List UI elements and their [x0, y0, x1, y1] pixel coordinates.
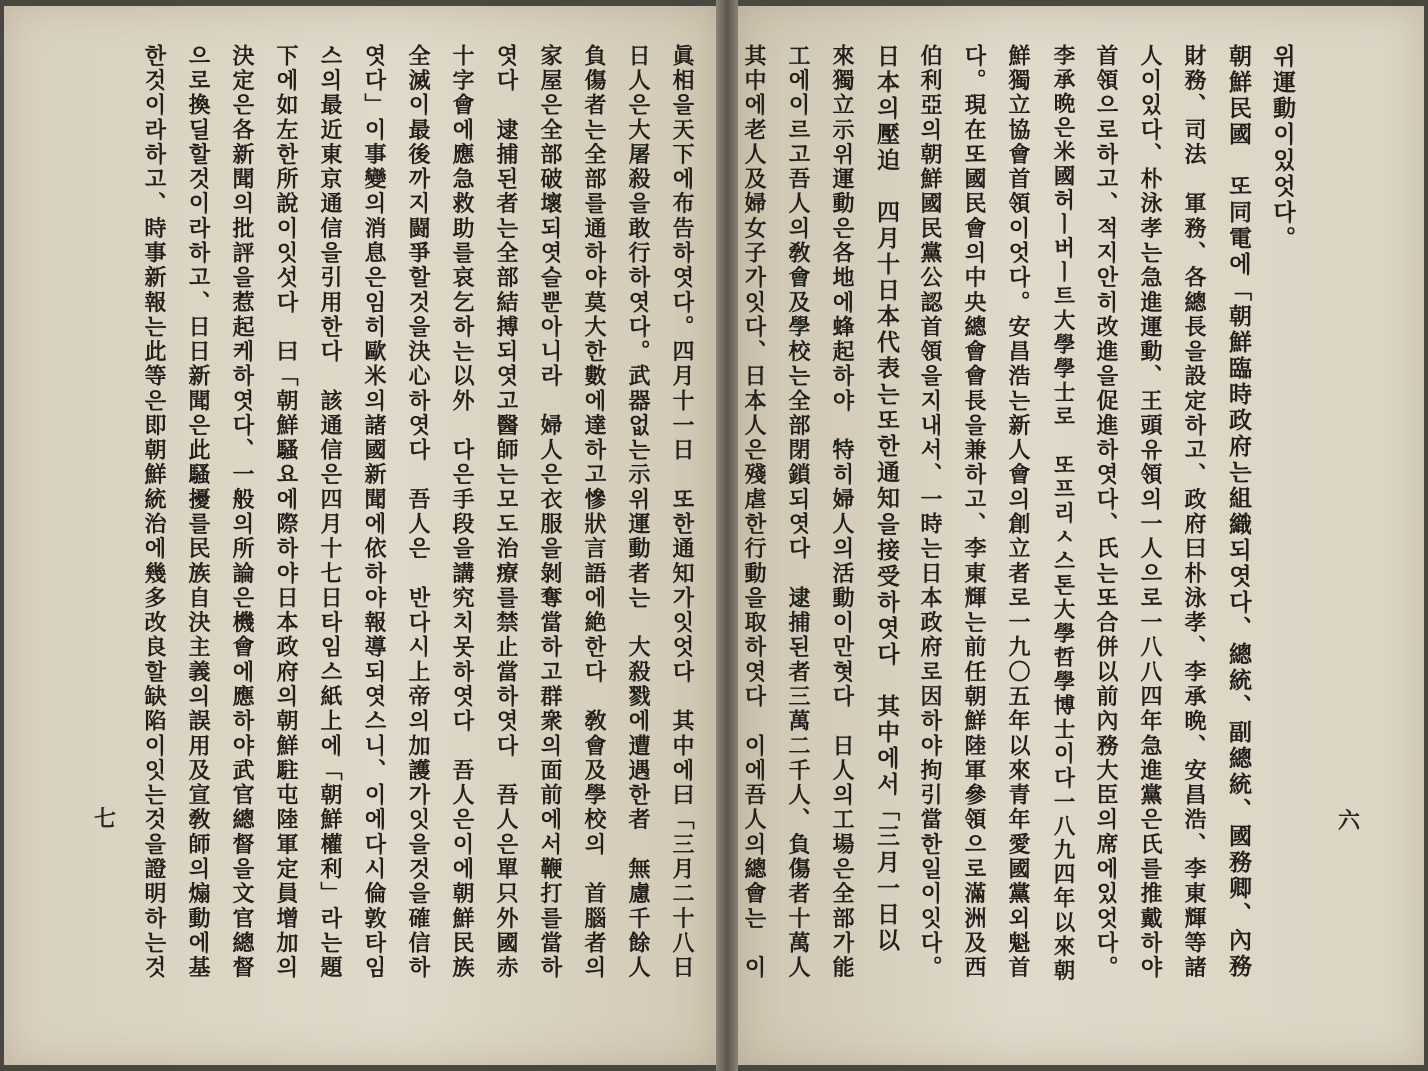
book-gutter — [716, 0, 738, 1071]
text-column: 朝鮮民國 또同電에「朝鮮臨時政府는組織되엿다、總統、副總統、國務卿、內務 — [1225, 44, 1252, 980]
text-column: 來獨立示위運動은各地에蜂起하야 特히婦人의活動이만혓다 日人의工場은全部가能 — [829, 44, 855, 981]
text-column: 其中에老人及婦女子가잇다、日本人은殘虐한行動을取하엿다 이에吾人의總會는 이 — [741, 44, 767, 981]
text-column: 眞相을天下에布告하엿다。四月十一日 또한通知가잇엇다 其中에曰「三月二十八日 — [669, 44, 695, 981]
right-page-text — [741, 44, 1304, 995]
text-column: 下에如左한所說이잇섯다 曰「朝鮮騷요에際하야日本政府의朝鮮駐屯陸軍定員增加의 — [273, 44, 299, 981]
text-column: 엿다 逮捕된者는全部結搏되엿고醫師는모도治療를禁止當하엿다 吾人은單只外國赤 — [493, 44, 519, 981]
text-column: 首領으로하고、적지안히改進을促進하엿다、氏는또合併以前內務大臣의席에있엇다。 — [1093, 44, 1119, 981]
text-column: 한것이라하고、時事新報는此等은即朝鮮統治에幾多改良할缺陷이잇는것을證明하는것 — [141, 44, 167, 981]
text-column: 負傷者는全部를通하야莫大한數에達하고慘狀言語에絶한다 敎會及學校의 首腦者의 — [581, 44, 607, 981]
text-column: 全滅이最後까지闘爭할것을決心하엿다 吾人은 반다시上帝의加護가잇을것을確信하 — [405, 44, 431, 981]
text-column: 日人은大屠殺을敢行하엿다。武器없는示위運動者는 大殺戮에遭遇한者 無慮千餘人 — [625, 44, 651, 981]
right-page — [738, 6, 1424, 1065]
text-column: 鮮獨立協會首領이엇다。安昌浩는新人會의創立者로一九〇五年以來青年愛國黨외魁首 — [1005, 44, 1031, 981]
text-column: 決定은各新聞의批評을惹起케하엿다、一般의所論은機會에應하야武官總督을文官總督 — [229, 44, 255, 981]
text-column: 十字會에應急救助를哀乞하는以外 다은手段을講究치못하엿다 吾人은이에朝鮮民族 — [449, 44, 475, 981]
text-column: 다。現在또國民會의中央總會會長을兼하고、李東輝는前任朝鮮陸軍參領으로滿洲及西 — [961, 44, 987, 981]
text-column: 人이있다、朴泳孝는急進運動、王頭유領의一人으로一八八四年急進黨은氏를推戴하야 — [1137, 44, 1163, 981]
text-column: 李承晩은米國허ㅣ버ㅣ트大學學士로 또프리ㅅ스톤大學哲學博士이다一八九四年以來朝 — [1050, 44, 1075, 984]
text-column: 財務、司法 軍務、各總長을設定하고、政府曰朴泳孝、李承晩、安昌浩、李東輝等諸 — [1181, 44, 1207, 981]
text-column: 家屋은全部破壞되엿슬뿐아니라 婦人은衣服을剝奪當하고群衆의面前에서鞭打를當하 — [537, 44, 563, 981]
text-column: 日本의壓迫 四月十日本代表는또한通知을接受하엿다 其中에서「三月一日以 — [873, 44, 900, 954]
text-column: 스의最近東京通信을引用한다 該通信은四月十七日타임스紙上에「朝鮮權利」라는題 — [317, 44, 343, 981]
text-column: 工에이르고吾人의敎會及學校는全部閉鎖되엿다 逮捕된者三萬二千人、負傷者十萬人 — [785, 44, 811, 981]
left-page — [4, 6, 716, 1065]
page-number: 七 — [94, 806, 117, 832]
page-number: 六 — [1337, 808, 1360, 834]
left-page-text — [112, 44, 704, 995]
text-column: 엿다」이事變의消息은임히歐米의諸國新聞에依하야報導되엿스니、이에다시倫敦타임 — [361, 44, 387, 981]
text-column: 위運動이있엇다。 — [1269, 44, 1296, 252]
text-column: 伯利亞의朝鮮國民黨公認首領을지내서、一時는日本政府로因하야拘引當한일이잇다。 — [917, 44, 943, 981]
text-column: 으로換딜할것이라하고、日日新聞은此騷擾를民族自決主義의誤用及宣敎師의煽動에基 — [185, 44, 211, 981]
